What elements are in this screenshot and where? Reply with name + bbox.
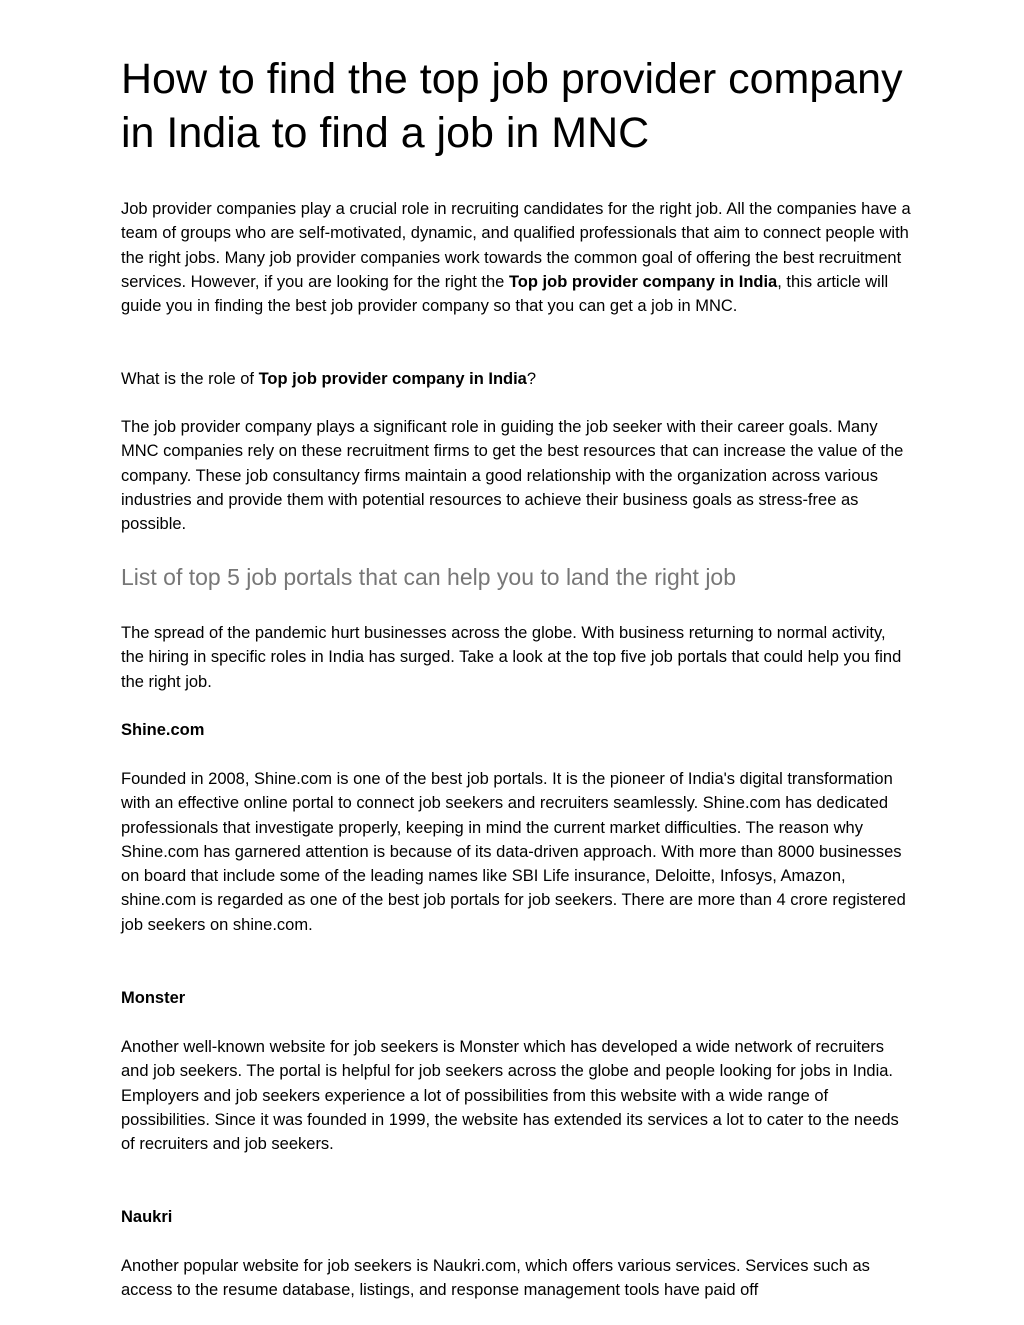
portal-name-monster: Monster	[121, 989, 186, 1007]
portal-description-shine: Founded in 2008, Shine.com is one of the best job portals. It is the pioneer of India's digital transformation with an effective online portal to connect job seekers and recruiters seamlessly. Shine.com has dedicated professionals that investigate properly, keeping in mind the current market difficulties. The reason why Shine.com has garnered attention is because of its data-driven approach. With more than 8000 businesses on board that include some of the leading names like SBI Life insurance, Deloitte, Infosys, Amazon, shine.com is regarded as one of the best job portals for job seekers. There are more than 4 crore registered job seekers on shine.com.	[121, 770, 906, 934]
intro-text-end: , this article will guide you in finding the best job provider company so that you can get a job in MNC.	[121, 272, 889, 316]
portal-description-naukri: Another popular website for job seekers is Naukri.com, which offers various services. Services such as access to the resume database, listings, and response management tools have paid off	[121, 1257, 870, 1300]
question-text-end: ?	[526, 370, 537, 388]
question-bold-phrase: Top job provider company in India	[258, 370, 527, 388]
document-title: How to find the top job provider company in India to find a job in MNC	[121, 55, 903, 157]
intro-paragraph	[121, 197, 911, 318]
portal-name-naukri: Naukri	[121, 1208, 173, 1226]
question-text-start: What is the role of	[121, 370, 259, 388]
portal-description-monster: Another well-known website for job seekers is Monster which has developed a wide network of recruiters and job seekers. The portal is helpful for job seekers across the globe and people looking for jobs in India. Employers and job seekers experience a lot of possibilities from this website with a wide range of possibilities. Since it was founded in 1999, the website has extended its services a lot to cater to the needs of recruiters and job seekers.	[121, 1038, 899, 1154]
role-paragraph: The job provider company plays a significant role in guiding the job seeker with their career goals. Many MNC companies rely on these recruitment firms to get the best resources that can increase the value of the company. These job consultancy firms maintain a good relationship with the organization across various industries and provide them with potential resources to achieve their business goals as stress-free as possible.	[121, 418, 904, 534]
portal-name-shine: Shine.com	[121, 721, 205, 739]
role-question	[121, 367, 911, 391]
intro-bold-phrase: Top job provider company in India	[508, 272, 778, 291]
list-intro-paragraph: The spread of the pandemic hurt businesses across the globe. With business returning to normal activity, the hiring in specific roles in India has surged. Take a look at the top five job portals that could help you find the right job.	[121, 624, 902, 691]
intro-text-start: Job provider companies play a crucial role in recruiting candidates for the right job. All the companies have a team of groups who are self-motivated, dynamic, and qualified professionals that aim to connect people with the right jobs. Many job provider companies work towards the common goal of offering the best recruitment services. However, if you are looking for the right the	[121, 200, 911, 291]
list-heading: List of top 5 job portals that can help you to land the right job	[121, 564, 737, 590]
